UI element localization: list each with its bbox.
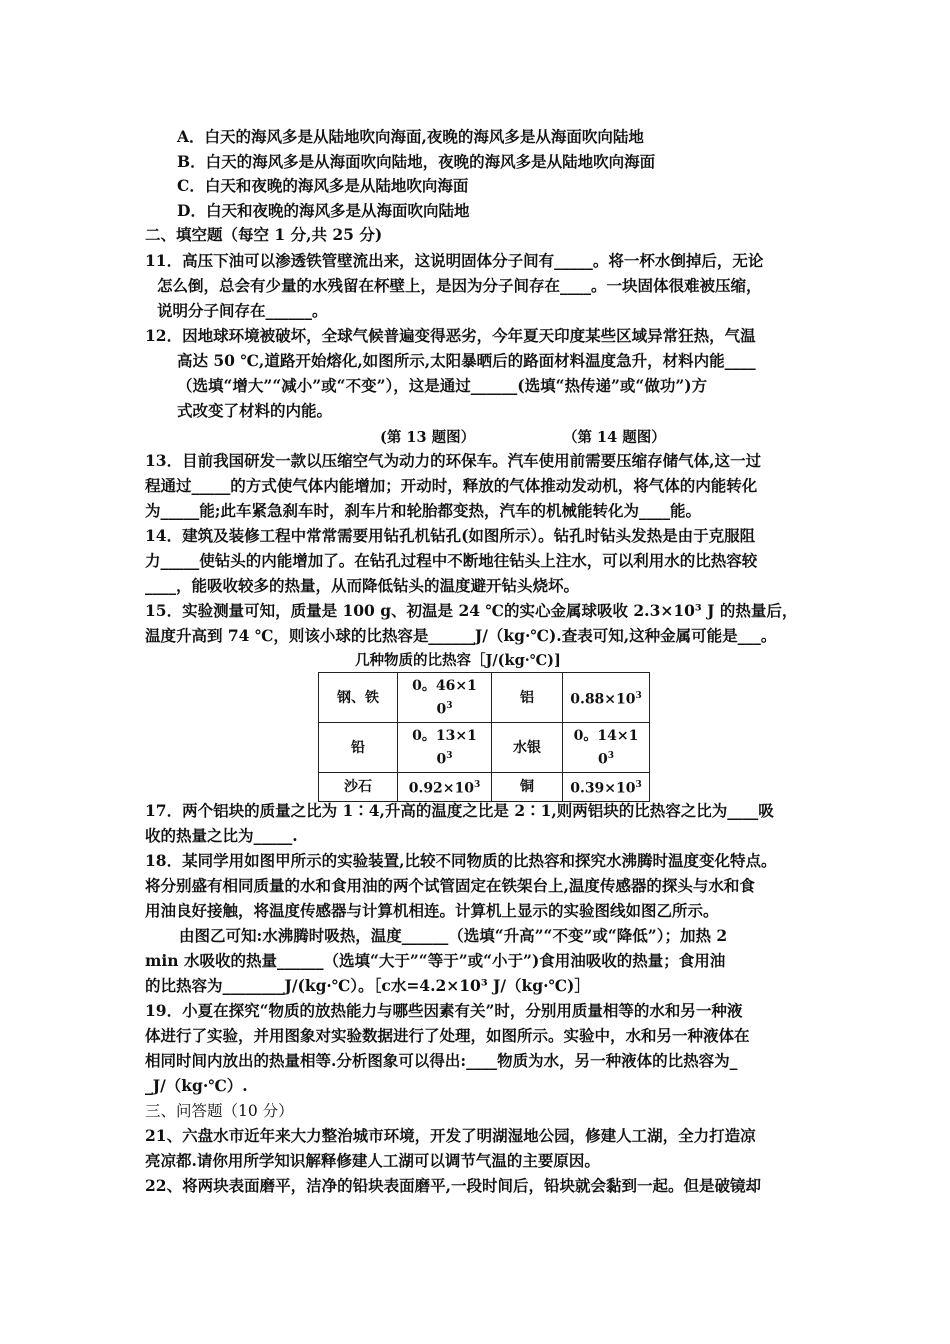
table-title: 几种物质的比热容［J/(kg·℃)] [355, 652, 561, 669]
q15-line: 15．实验测量可知，质量是 100 g、初温是 24 ℃的实心金属球吸收 2.3×10³ J 的热量后， [145, 601, 798, 620]
section-heading-fill-in: 二、填空题（每空 1 分,共 25 分) [145, 225, 383, 244]
q12-line: 高达 50 ℃,道路开始熔化,如图所示,太阳暴晒后的路面材料温度急升，材料内能____ [177, 351, 756, 370]
q18-line: 由图乙可知:水沸腾时吸热，温度______（选填“升高”“不变”或“降低”）；加热 2 [179, 926, 728, 945]
q19-line: 体进行了实验，并用图象对实验数据进行了处理，如图所示。实验中，水和另一种液体在 [145, 1026, 750, 1045]
table-cell: 0。14×1 $0^3$ [563, 723, 650, 773]
table-cell: 钢、铁 [319, 673, 398, 723]
q19-line: _J/（kg·℃）. [145, 1076, 248, 1095]
q14-line: ____，能吸收较多的热量，从而降低钻头的温度避开钻头烧坏。 [145, 576, 580, 595]
q11-line: 怎么倒，总会有少量的水残留在杯壁上，是因为分子间存在____。一块固体很难被压缩， [157, 276, 762, 295]
q13-line: 13．目前我国研发一款以压缩空气为动力的环保车。汽车使用前需要压缩存储气体,这一过 [145, 451, 761, 470]
q19-line: 19．小夏在探究“物质的放热能力与哪些因素有关”时，分别用质量相等的水和另一种液 [145, 1001, 743, 1020]
q22-line: 22、将两块表面磨平，洁净的铅块表面磨平,一段时间后，铅块就会黏到一起。但是破镜却 [145, 1176, 761, 1195]
q12-line: （选填“增大”“减小”或“不变”），这是通过______(选填“热传递”或“做功”)方 [177, 376, 708, 395]
q14-line: 14．建筑及装修工程中常常需要用钻孔机钻孔(如图所示）。钻孔时钻头发热是由于克服阻 [145, 526, 756, 545]
table-cell: 0。13×1 $0^3$ [398, 723, 492, 773]
q18-line: 18．某同学用如图甲所示的实验装置,比较不同物质的比热容和探究水沸腾时温度变化特点。 [145, 851, 777, 870]
table-row [319, 673, 650, 723]
figure-13-caption: (第 13 题图） [380, 429, 476, 446]
q15-line: 温度升高到 74 ℃，则该小球的比热容是______J/（kg·℃).查表可知,这种金属可能是___。 [145, 626, 777, 645]
table-cell: 0。46×1 $0^3$ [398, 673, 492, 723]
q21-line: 21、六盘水市近年来大力整治城市环境，开发了明湖湿地公园，修建人工湖，全力打造凉 [145, 1126, 756, 1145]
q18-line: 的比热容为________J/(kg·℃）。［c水=4.2×10³ J/（kg·℃)］ [145, 976, 590, 995]
q12-line: 式改变了材料的内能。 [177, 401, 333, 420]
q17-line: 17．两个铝块的质量之比为 1∶4,升高的温度之比是 2∶1,则两铝块的比热容之比为____吸 [145, 801, 774, 820]
q17-line: 收的热量之比为_____. [145, 826, 298, 845]
option-d: D．白天和夜晚的海风多是从海面吹向陆地 [177, 201, 470, 220]
q18-line: min 水吸收的热量______（选填“大于”“等于”或“小于”)食用油吸收的热量；食用油 [145, 951, 726, 970]
q18-line: 用油良好接触，将温度传感器与计算机相连。计算机上显示的实验图线如图乙所示。 [145, 901, 719, 920]
q11-line: 说明分子间存在______。 [157, 301, 328, 320]
table-cell: $0.88\times 10^3$ [563, 673, 650, 723]
table-row [319, 723, 650, 773]
table-cell: $0.39\times 10^3$ [563, 773, 650, 802]
table-cell: 铝 [492, 673, 563, 723]
table-cell: 铜 [492, 773, 563, 802]
q21-line: 亮凉都.请你用所学知识解释修建人工湖可以调节气温的主要原因。 [145, 1151, 600, 1170]
q14-line: 力_____使钻头的内能增加了。在钻孔过程中不断地往钻头上注水，可以利用水的比热容较 [145, 551, 758, 570]
section-heading-qa: 三、问答题（10 分） [145, 1102, 294, 1120]
specific-heat-table [318, 672, 650, 802]
option-a: A．白天的海风多是从陆地吹向海面,夜晚的海风多是从海面吹向陆地 [177, 127, 644, 146]
table-row [319, 773, 650, 802]
figure-14-caption: （第 14 题图） [563, 429, 666, 446]
q11-line: 11．高压下油可以渗透铁管壁流出来，这说明固体分子间有_____。将一杯水倒掉后，无论 [145, 251, 764, 270]
q13-line: 程通过_____的方式使气体内能增加；开动时，释放的气体推动发动机，将气体的内能转化 [145, 476, 758, 495]
table-cell: $0.92\times 10^3$ [398, 773, 492, 802]
option-b: B．白天的海风多是从海面吹向陆地，夜晚的海风多是从陆地吹向海面 [177, 152, 656, 171]
q13-line: 为_____能;此车紧急刹车时，刹车片和轮胎都变热，汽车的机械能转化为____能。 [145, 501, 701, 520]
q18-line: 将分别盛有相同质量的水和食用油的两个试管固定在铁架台上,温度传感器的探头与水和食 [145, 876, 755, 895]
q12-line: 12．因地球环境被破坏，全球气候普遍变得恶劣，今年夏天印度某些区域异常狂热，气温 [145, 326, 756, 345]
table-cell: 铅 [319, 723, 398, 773]
option-c: C．白天和夜晚的海风多是从陆地吹向海面 [177, 176, 469, 195]
table-cell: 沙石 [319, 773, 398, 802]
q19-line: 相同时间内放出的热量相等.分析图象可以得出:____物质为水，另一种液体的比热容为_ [145, 1051, 738, 1070]
table-cell: 水银 [492, 723, 563, 773]
